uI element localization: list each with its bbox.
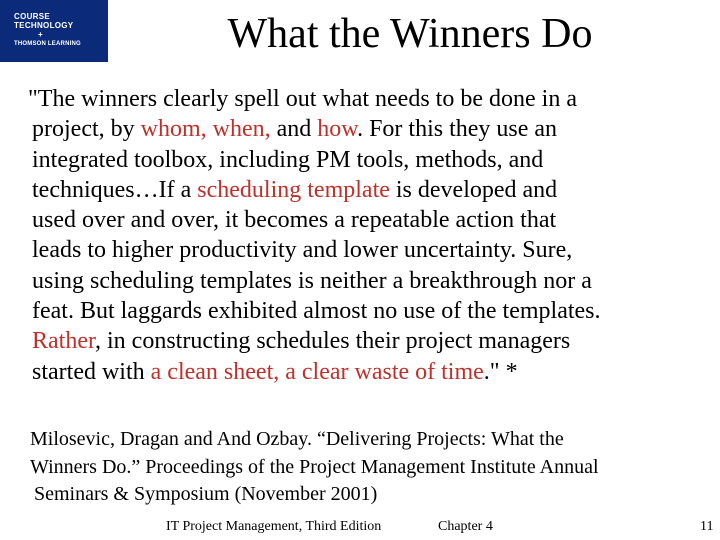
quote-text: is developed and: [389, 176, 558, 203]
quote-line-2: [32, 114, 708, 144]
emphasis-who-when: whom, when,: [140, 116, 271, 143]
quote-text: ." *: [483, 358, 518, 385]
quote-line-4: [32, 175, 708, 205]
course-technology-logo: [0, 0, 108, 62]
quote-block: [28, 84, 708, 387]
emphasis-clean-sheet: a clean sheet, a clear waste of time: [150, 358, 484, 385]
quote-text: techniques…If a: [32, 176, 198, 203]
citation-block: [30, 426, 720, 509]
quote-line-5: used over and over, it becomes a repeatable action that: [32, 207, 557, 234]
quote-text: , in constructing schedules their project managers: [95, 328, 571, 355]
footer-chapter: Chapter 4: [438, 519, 493, 534]
quote-line-6: leads to higher productivity and lower uncertainty. Sure,: [32, 237, 573, 264]
quote-text: and: [270, 116, 318, 143]
logo-line-1: COURSE: [14, 12, 51, 21]
emphasis-how: how: [317, 116, 358, 143]
quote-line-9: [32, 326, 708, 356]
quote-text: . For this they use an: [357, 116, 558, 143]
citation-line-1: Milosevic, Dragan and And Ozbay. “Delivering Projects: What the: [30, 428, 564, 450]
citation-line-2: Winners Do.” Proceedings of the Project Management Institute Annual: [30, 455, 599, 478]
quote-line-7: using scheduling templates is neither a breakthrough nor a: [32, 267, 592, 294]
quote-text: started with: [32, 358, 151, 385]
quote-line-8: feat. But laggards exhibited almost no use of the templates.: [32, 298, 601, 325]
logo-line-3: THOMSON LEARNING: [14, 41, 81, 47]
slide-title: What the Winners Do: [227, 11, 593, 57]
emphasis-rather: Rather: [32, 328, 96, 355]
quote-line-3: integrated toolbox, including PM tools, methods, and: [32, 146, 544, 173]
quote-text: project, by: [32, 116, 141, 143]
emphasis-scheduling-template: scheduling template: [197, 176, 390, 203]
footer-book-title: IT Project Management, Third Edition: [166, 519, 382, 534]
quote-line-1: "The winners clearly spell out what needs to be done in a: [28, 86, 577, 112]
footer-page-number: 11: [700, 519, 714, 534]
logo-line-2: TECHNOLOGY: [14, 21, 74, 30]
logo-plus-icon: +: [38, 30, 43, 39]
quote-line-10: [32, 357, 708, 387]
citation-line-3: Seminars & Symposium (November 2001): [34, 483, 378, 505]
